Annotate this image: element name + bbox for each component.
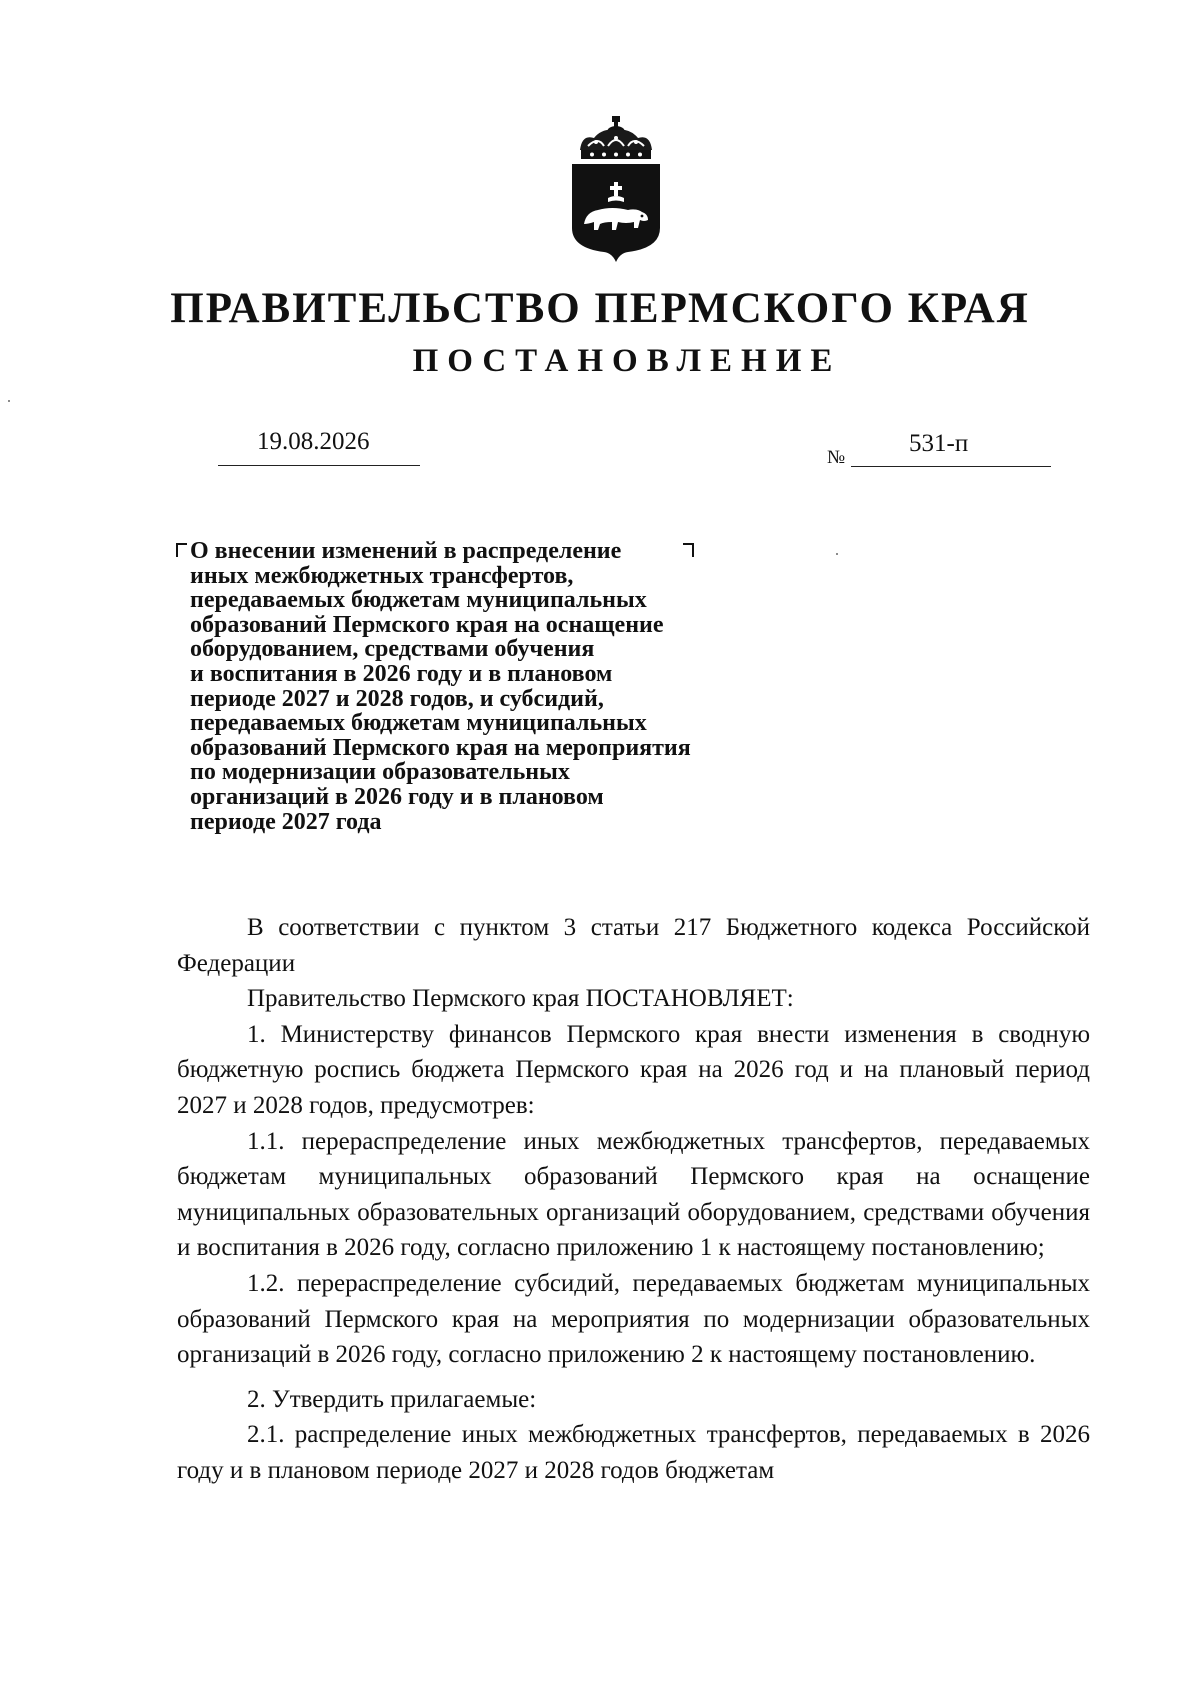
subject-line: и воспитания в 2026 году и в плановом xyxy=(190,660,613,687)
subject-line: передаваемых бюджетам муниципальных xyxy=(190,587,647,614)
subject-line: периоде 2027 и 2028 годов, и субсидий, xyxy=(190,685,604,712)
document-number-field xyxy=(851,426,1051,467)
document-body xyxy=(177,910,1090,1489)
body-paragraph: 1.1. перераспределение иных межбюджетных трансфертов, передаваемых бюджетам муниципальных образований Пермского края на оснащение муниципальных образовательных организаций оборудованием, средствами обучения и воспитания в 2026 году, согласно приложению 1 к настоящему постановлению; xyxy=(177,1127,1090,1262)
document-date-field xyxy=(218,424,420,466)
number-sign: № xyxy=(827,447,846,468)
body-paragraph: В соответствии с пунктом 3 статьи 217 Бюджетного кодекса Российской Федерации xyxy=(177,914,1090,977)
document-subject xyxy=(190,539,830,834)
organization-title: ПРАВИТЕЛЬСТВО ПЕРМСКОГО КРАЯ xyxy=(170,285,1030,332)
scan-speck xyxy=(8,400,10,402)
subject-bracket-left xyxy=(176,543,187,557)
subject-line: О внесении изменений в распределение xyxy=(190,538,622,564)
subject-line: организаций в 2026 году и в плановом xyxy=(190,783,604,810)
body-paragraph: 1.2. перераспределение субсидий, передаваемых бюджетам муниципальных образований Пермского края на мероприятия по модернизации образовательных организаций в 2026 году, согласно приложению 2 к настоящему постановлению. xyxy=(177,1269,1090,1369)
subject-line: образований Пермского края на оснащение xyxy=(190,611,664,638)
body-paragraph: 1. Министерству финансов Пермского края внести изменения в сводную бюджетную роспись бюджета Пермского края на 2026 год и на плановый период 2027 и 2028 годов, предусмотрев: xyxy=(177,1020,1090,1119)
body-paragraph: 2.1. распределение иных межбюджетных трансфертов, передаваемых в 2026 году и в плановом периоде 2027 и 2028 годов бюджетам xyxy=(177,1421,1090,1484)
subject-line: оборудованием, средствами обучения xyxy=(190,636,595,663)
subject-line: образований Пермского края на мероприятия xyxy=(190,734,691,761)
subject-line: иных межбюджетных трансфертов, xyxy=(190,562,574,589)
document-type: ПОСТАНОВЛЕНИЕ xyxy=(412,343,842,379)
body-paragraph: 2. Утвердить прилагаемые: xyxy=(247,1385,537,1413)
document-date: 19.08.2026 xyxy=(257,428,370,455)
document-number: 531-п xyxy=(909,430,969,457)
subject-line: по модернизации образовательных xyxy=(190,759,570,786)
coat-of-arms-icon xyxy=(568,116,664,266)
subject-line: передаваемых бюджетам муниципальных xyxy=(190,710,647,737)
subject-line: периоде 2027 года xyxy=(190,808,382,835)
body-paragraph: Правительство Пермского края ПОСТАНОВЛЯЕТ: xyxy=(247,985,794,1013)
scan-speck xyxy=(836,553,838,555)
